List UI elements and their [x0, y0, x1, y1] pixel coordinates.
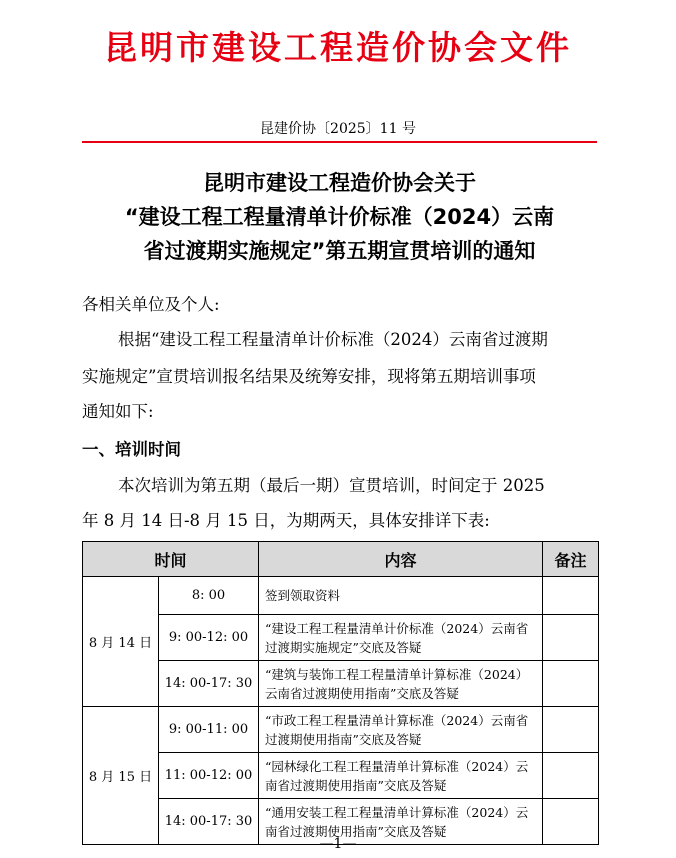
table-row	[83, 707, 599, 753]
notice-title-line-1: 昆明市建设工程造价协会关于	[203, 171, 476, 195]
training-schedule-table	[82, 541, 599, 845]
time-cell: 9: 00-11: 00	[159, 707, 259, 753]
table-row	[83, 615, 599, 661]
paragraph-2-line-1: 本次培训为第五期（最后一期）宣贯培训，时间定于 2025	[118, 476, 545, 495]
paragraph-2-line-2: 年 8 月 14 日-8 月 15 日，为期两天，具体安排详下表:	[82, 511, 490, 530]
salutation: 各相关单位及个人:	[82, 295, 220, 314]
table-row	[83, 577, 599, 615]
remarks-cell	[543, 615, 599, 661]
paragraph-1-line-2: 实施规定”宣贯培训报名结果及统筹安排，现将第五期培训事项	[82, 367, 536, 386]
header-remarks: 备注	[543, 542, 599, 577]
content-cell: “建筑与装饰工程工程量清单计算标准（2024）云南省过渡期使用指南”交底及答疑	[259, 661, 543, 707]
notice-title-line-3: 省过渡期实施规定”第五期宣贯培训的通知	[143, 239, 536, 263]
content-cell: 签到领取资料	[259, 577, 543, 615]
content-cell: “园林绿化工程工程量清单计算标准（2024）云南省过渡期使用指南”交底及答疑	[259, 753, 543, 799]
remarks-cell	[543, 661, 599, 707]
table-row	[83, 661, 599, 707]
time-cell: 9: 00-12: 00	[159, 615, 259, 661]
date-cell: 8 月 15 日	[83, 707, 159, 845]
time-cell: 8: 00	[159, 577, 259, 615]
org-letterhead-title: 昆明市建设工程造价协会文件	[104, 28, 572, 67]
content-cell: “通用安装工程工程量清单计算标准（2024）云南省过渡期使用指南”交底及答疑	[259, 799, 543, 845]
header-content: 内容	[259, 542, 543, 577]
remarks-cell	[543, 753, 599, 799]
time-cell: 14: 00-17: 30	[159, 661, 259, 707]
table-row	[83, 753, 599, 799]
time-cell: 11: 00-12: 00	[159, 753, 259, 799]
paragraph-1-line-1: 根据“建设工程工程量清单计价标准（2024）云南省过渡期	[118, 330, 548, 349]
paragraph-1-line-3: 通知如下:	[82, 402, 154, 421]
remarks-cell	[543, 707, 599, 753]
content-cell: “建设工程工程量清单计价标准（2024）云南省过渡期实施规定”交底及答疑	[259, 615, 543, 661]
page-number: —1—	[319, 836, 357, 852]
red-divider-line	[82, 141, 597, 143]
date-cell: 8 月 14 日	[83, 577, 159, 707]
remarks-cell	[543, 577, 599, 615]
notice-title-line-2: “建设工程工程量清单计价标准（2024）云南	[124, 205, 555, 229]
time-cell: 14: 00-17: 30	[159, 799, 259, 845]
document-number: 昆建价协〔2025〕11 号	[260, 121, 416, 137]
section-heading-training-time: 一、培训时间	[82, 440, 181, 459]
content-cell: “市政工程工程量清单计算标准（2024）云南省过渡期使用指南”交底及答疑	[259, 707, 543, 753]
header-time: 时间	[83, 542, 259, 577]
